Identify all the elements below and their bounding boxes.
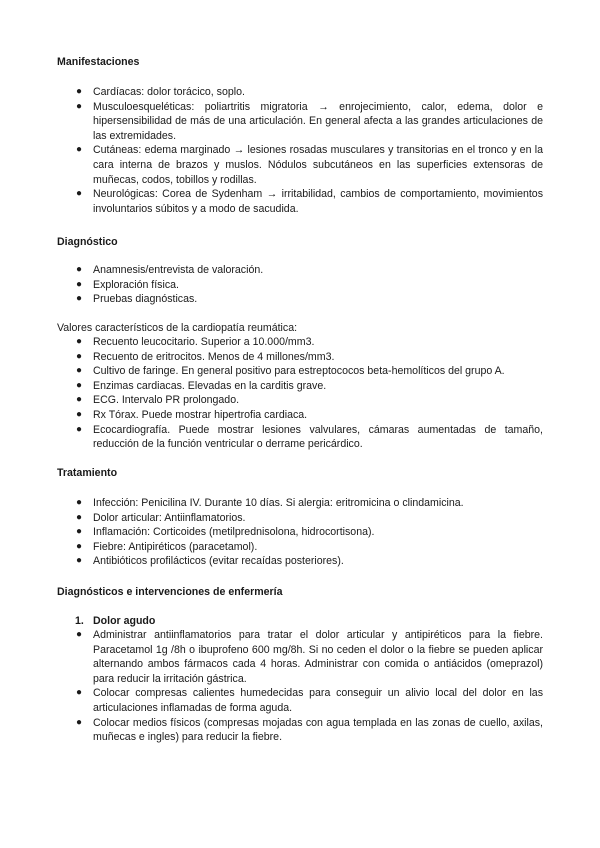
- list-item: ● Inflamación: Corticoides (metilprednisolona, hidrocortisona).: [76, 526, 375, 539]
- list-item: ● Ecocardiografía. Puede mostrar lesiones valvulares, cámaras aumentadas de tamaño, reducción de la función ventricular o derrame pericárdico.: [76, 423, 543, 451]
- list-item: ● Exploración física.: [76, 278, 179, 291]
- bullet-icon: ●: [76, 540, 83, 552]
- list-item: ● Enzimas cardiacas. Elevadas en la carditis grave.: [76, 379, 327, 392]
- list-item: ● Dolor articular: Antiinflamatorios.: [76, 511, 246, 524]
- bullet-icon: ●: [76, 629, 83, 640]
- list-number: 1.: [75, 615, 84, 627]
- bullet-icon: ●: [76, 100, 83, 112]
- heading-tratamiento: Tratamiento: [57, 467, 118, 479]
- bullet-icon: ●: [76, 278, 83, 290]
- list-item: ● Fiebre: Antipiréticos (paracetamol).: [76, 540, 258, 553]
- bullet-icon: ●: [76, 555, 83, 567]
- list-enfermeria: [57, 614, 543, 629]
- heading-manifestaciones: Manifestaciones: [57, 56, 140, 68]
- list-item: ● Musculoesqueléticas: poliartritis migratoria → enrojecimiento, calor, edema, dolor e hipersensibilidad de más de una articulación. En general afecta a las grandes articulaciones de las extremidades.: [76, 100, 543, 142]
- bullet-icon: ●: [76, 408, 83, 420]
- list-item: ● Cutáneas: edema marginado → lesiones rosadas musculares y transitorias en el tronco y en la cara interna de brazos y muslos. Nódulos subcutáneos en las superficies extensoras de muñecas, codos, tobillos y rodillas.: [76, 144, 543, 186]
- bullet-icon: ●: [76, 293, 83, 305]
- valores-intro: Valores característicos de la cardiopatía reumática:: [57, 322, 298, 334]
- bullet-icon: ●: [76, 497, 83, 508]
- bullet-icon: ●: [76, 526, 83, 538]
- bullet-icon: ●: [76, 423, 83, 435]
- bullet-icon: ●: [76, 365, 83, 377]
- list-item: ● Rx Tórax. Puede mostrar hipertrofia cardiaca.: [76, 408, 308, 421]
- list-item: ● Infección: Penicilina IV. Durante 10 días. Si alergia: eritromicina o clindamicina.: [76, 497, 464, 509]
- bullet-icon: ●: [76, 144, 83, 156]
- list-item: ● Cultivo de faringe. En general positivo para estreptococos beta-hemolíticos del grupo A.: [76, 365, 505, 378]
- list-item: ● Administrar antiinflamatorios para tratar el dolor articular y antipiréticos para la fiebre. Paracetamol 1g /8h o ibuprofeno 600 mg/8h. Si no ceden el dolor o la fiebre se pueden aplicar alternando ambos fármacos cada 4 horas. Administrar con comida o antiácidos (omeprazol) para reducir la irritación gástrica.: [76, 629, 543, 685]
- bullet-icon: ●: [76, 687, 83, 699]
- list-item: ● Cardíacas: dolor torácico, soplo.: [76, 86, 245, 98]
- bullet-icon: ●: [76, 86, 83, 97]
- list-item: ● Pruebas diagnósticas.: [76, 293, 198, 306]
- list-item: ● ECG. Intervalo PR prolongado.: [76, 394, 240, 407]
- bullet-icon: ●: [76, 394, 83, 406]
- list-manifestaciones: [57, 85, 543, 216]
- bullet-icon: ●: [76, 511, 83, 523]
- bullet-icon: ●: [76, 264, 83, 275]
- list-valores: [57, 335, 543, 452]
- subheading-dolor-agudo: 1. Dolor agudo: [75, 615, 156, 627]
- heading-diagnostico: Diagnóstico: [57, 236, 118, 248]
- bullet-icon: ●: [76, 379, 83, 391]
- list-item: ● Anamnesis/entrevista de valoración.: [76, 264, 264, 276]
- list-item: ● Recuento de eritrocitos. Menos de 4 millones/mm3.: [76, 350, 335, 363]
- bullet-icon: ●: [76, 336, 83, 347]
- list-item: ● Recuento leucocitario. Superior a 10.000/mm3.: [76, 336, 315, 348]
- list-tratamiento: [57, 496, 543, 569]
- list-item: ● Antibióticos profilácticos (evitar recaídas posteriores).: [76, 555, 344, 568]
- bullet-icon: ●: [76, 716, 83, 728]
- list-item: ● Colocar medios físicos (compresas mojadas con agua templada en las zonas de cuello, axilas, muñecas e ingles) para reducir la fiebre.: [76, 716, 543, 744]
- heading-enfermeria: Diagnósticos e intervenciones de enfermería: [57, 586, 283, 598]
- bullet-icon: ●: [76, 350, 83, 362]
- list-diagnostico: [57, 263, 543, 307]
- list-item: ● Colocar compresas calientes humedecidas para conseguir un alivio local del dolor en las articulaciones inflamadas de forma aguda.: [76, 687, 543, 714]
- bullet-icon: ●: [76, 188, 83, 200]
- list-intervenciones: [57, 628, 543, 745]
- list-item: ● Neurológicas: Corea de Sydenham → irritabilidad, cambios de comportamiento, movimientos involuntarios súbitos y a modo de sacudida.: [76, 188, 543, 215]
